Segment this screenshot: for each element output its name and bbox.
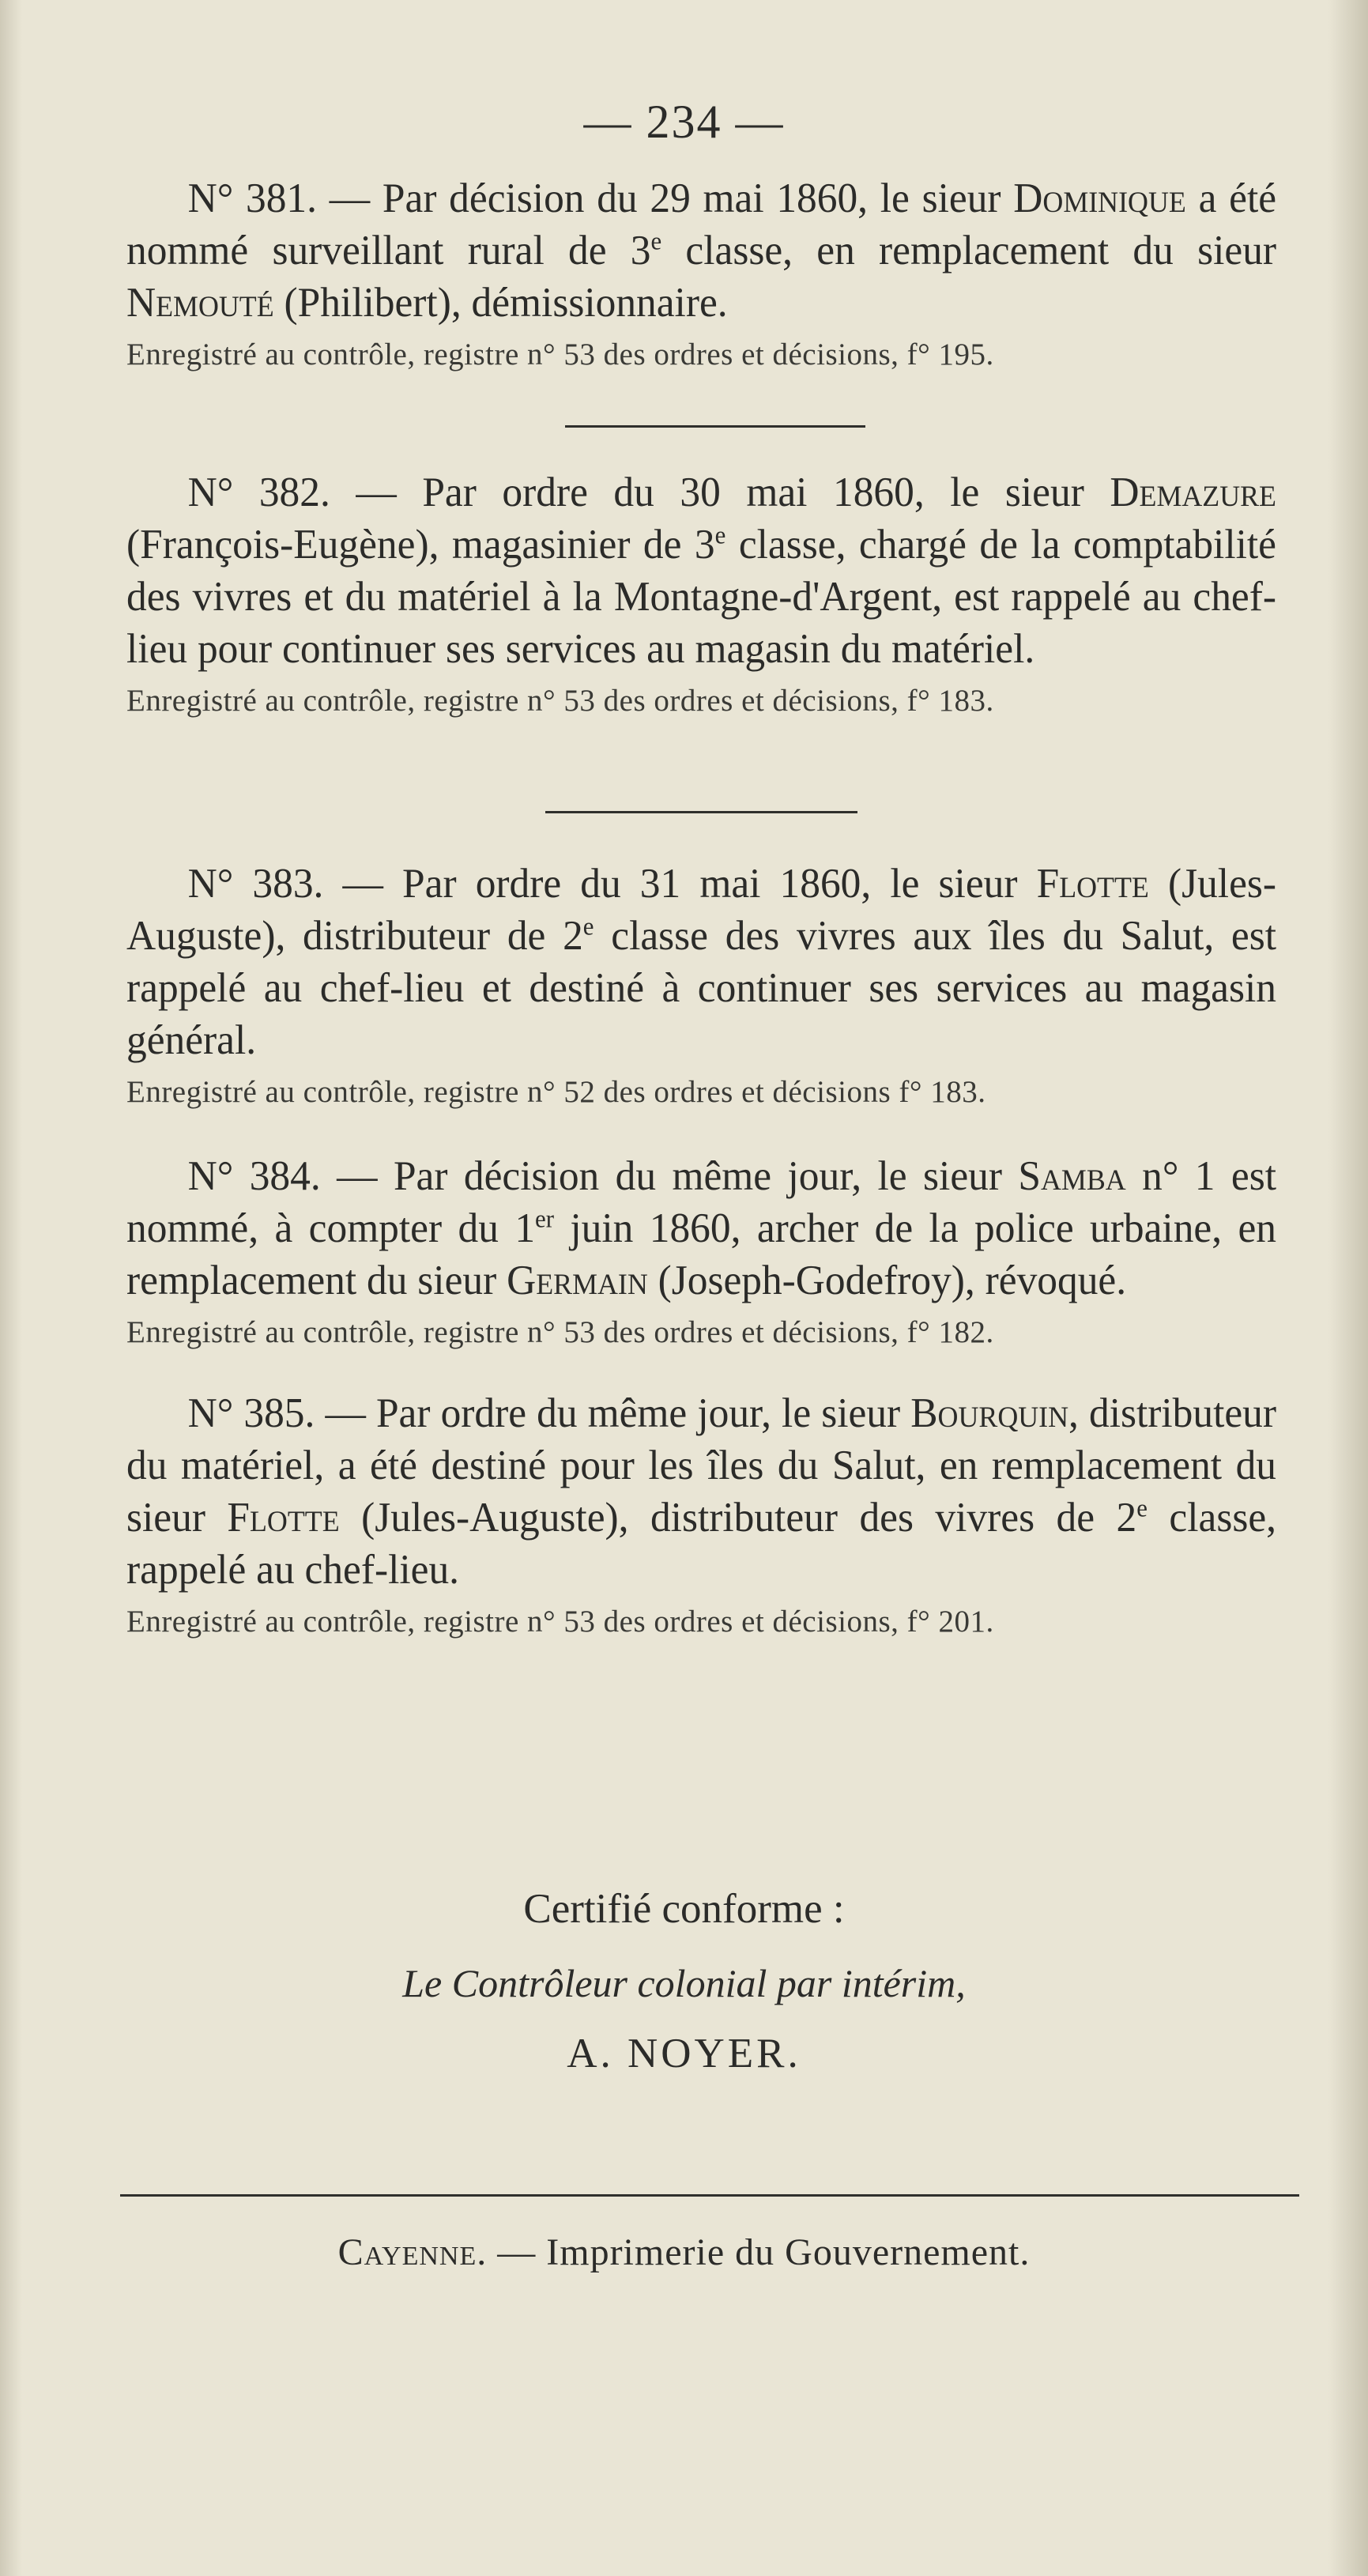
separator-rule (545, 811, 857, 813)
certification-title-block (0, 1960, 1368, 2006)
certification-block (0, 1885, 1368, 1933)
certifier-title: Le Contrôleur colonial par intérim, (402, 1961, 966, 2005)
entry-number: N° 385. (187, 1390, 315, 1436)
page-number: — 234 — (583, 96, 785, 148)
person-name: Dominique (1013, 175, 1186, 221)
entry-number: N° 382. (187, 470, 330, 515)
footer-rule (120, 2194, 1299, 2197)
person-name: Samba (1018, 1153, 1126, 1199)
registration-note: Enregistré au contrôle, registre n° 53 des ordres et décisions, f° 201. (126, 1605, 994, 1639)
entry-385 (126, 1387, 1312, 1642)
person-name: Flotte (1036, 861, 1149, 907)
entry-text: N° 381. — Par décision du 29 mai 1860, le sieur Dominique a été nommé surveillant rural de 3e classe, en remplacement du sieur Nemouté (Philibert), démissionnaire. (126, 175, 1277, 326)
entry-383 (126, 858, 1312, 1112)
certification-signature-block (0, 2030, 1368, 2077)
entry-384 (126, 1150, 1312, 1352)
person-name: Nemouté (126, 280, 274, 326)
entry-number: N° 383. (187, 861, 324, 907)
person-name: Demazure (1110, 470, 1276, 515)
certification-line: Certifié conforme : (523, 1886, 845, 1932)
entry-text: N° 385. — Par ordre du même jour, le sieur Bourquin, distributeur du matériel, a été destiné pour les îles du Salut, en remplacement du sieur Flotte (Jules-Auguste), distributeur des vivres de 2e classe, rappelé au chef-lieu. (126, 1390, 1277, 1593)
registration-note: Enregistré au contrôle, registre n° 53 des ordres et décisions, f° 182. (126, 1315, 994, 1349)
entry-382 (126, 466, 1312, 721)
entry-text: N° 382. — Par ordre du 30 mai 1860, le sieur Demazure (François-Eugène), magasinier de 3e classe, chargé de la comptabilité des vivres et du matériel à la Montagne-d'Argent, est rappelé au chef-lieu pour continuer ses services au magasin du matériel. (126, 470, 1276, 672)
footer-place: Cayenne. (337, 2231, 488, 2273)
footer-printer: Imprimerie du Gouvernement. (546, 2231, 1031, 2273)
page-edge-shadow-right (1328, 0, 1368, 2576)
person-name: Germain (507, 1258, 648, 1303)
entry-number: N° 381. (187, 175, 317, 221)
entry-text: N° 383. — Par ordre du 31 mai 1860, le sieur Flotte (Jules-Auguste), distributeur de 2e classe des vivres aux îles du Salut, est rappelé au chef-lieu et destiné à continuer ses services au magasin général. (126, 861, 1277, 1063)
entry-381 (126, 172, 1312, 375)
person-name: Flotte (227, 1495, 340, 1541)
registration-note: Enregistré au contrôle, registre n° 52 des ordres et décisions f° 183. (126, 1075, 986, 1109)
registration-note: Enregistré au contrôle, registre n° 53 des ordres et décisions, f° 195. (126, 338, 994, 372)
printer-footer: Cayenne. — Imprimerie du Gouvernement. (337, 2231, 1031, 2273)
entry-text: N° 384. — Par décision du même jour, le sieur Samba n° 1 est nommé, à compter du 1er juin 1860, archer de la police urbaine, en remplacement du sieur Germain (Joseph-Godefroy), révoqué. (126, 1153, 1277, 1303)
separator-rule (565, 425, 865, 428)
person-name: Bourquin (910, 1390, 1069, 1436)
page-edge-shadow-left (0, 0, 22, 2576)
registration-note: Enregistré au contrôle, registre n° 53 des ordres et décisions, f° 183. (126, 684, 994, 718)
certifier-signature: A. NOYER. (567, 2031, 801, 2076)
entry-number: N° 384. (187, 1153, 321, 1199)
